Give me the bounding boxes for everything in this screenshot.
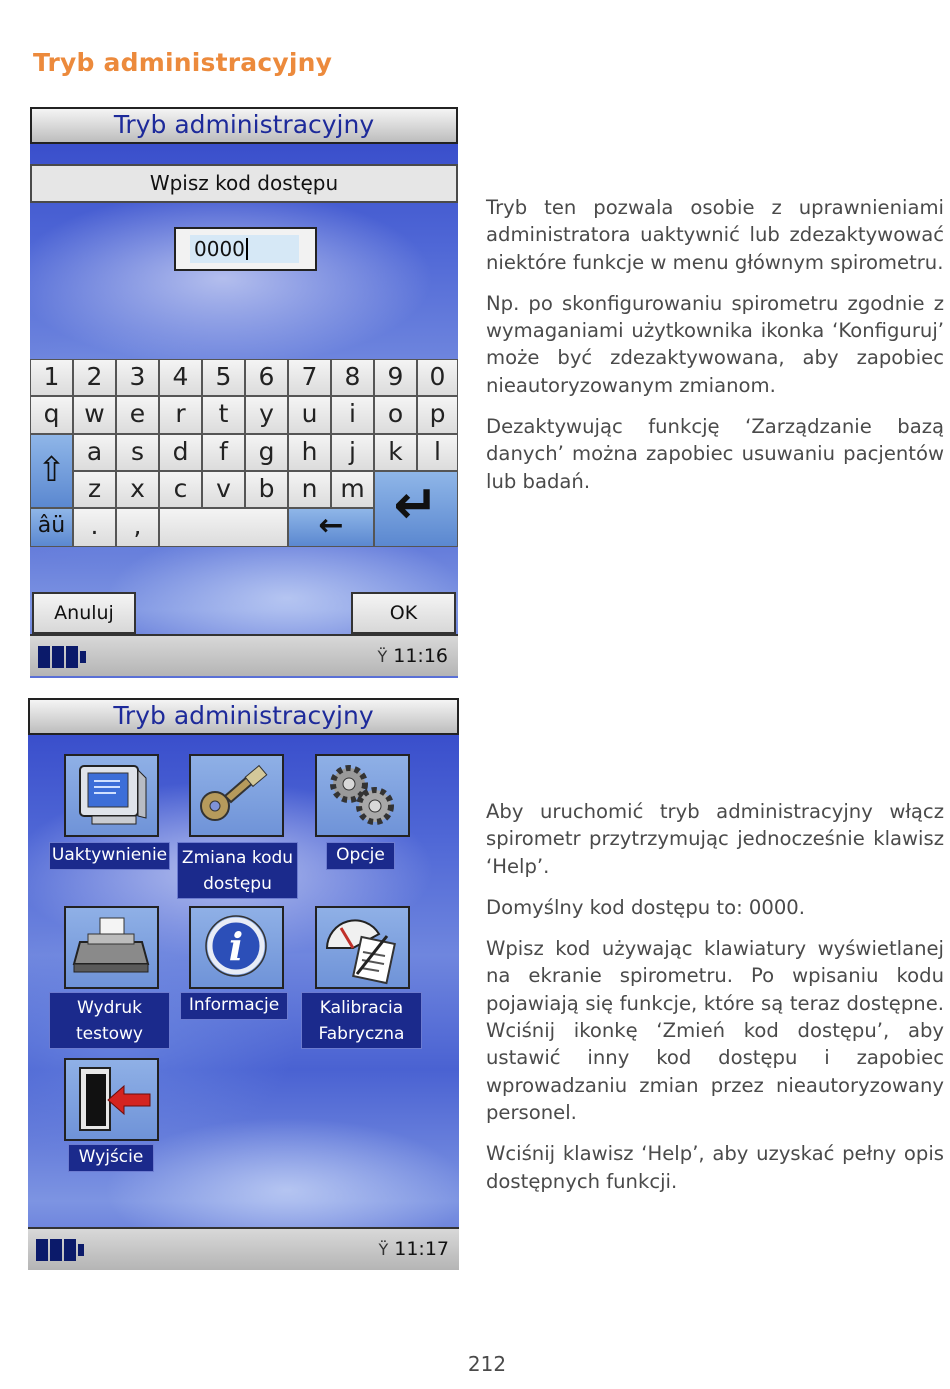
exit-label: Wyjście <box>68 1144 154 1172</box>
enter-key[interactable]: ↵ <box>374 471 458 547</box>
shift-key[interactable]: ⇧ <box>30 434 73 508</box>
information-tile[interactable] <box>189 906 284 989</box>
cancel-button[interactable]: Anuluj <box>32 592 136 634</box>
description-block-2 <box>486 798 944 1209</box>
change-code-tile[interactable] <box>189 754 284 837</box>
key-k[interactable]: k <box>374 434 417 471</box>
space-key[interactable] <box>159 508 288 547</box>
test-print-label: Wydruk testowy <box>49 992 170 1049</box>
backspace-key[interactable]: ← <box>288 508 374 547</box>
key-7[interactable]: 7 <box>288 359 331 396</box>
key-5[interactable]: 5 <box>202 359 245 396</box>
key-t[interactable]: t <box>202 396 245 434</box>
exit-tile[interactable] <box>64 1058 159 1141</box>
key-4[interactable]: 4 <box>159 359 202 396</box>
clock-time: 11:17 <box>394 1238 449 1260</box>
key-r[interactable]: r <box>159 396 202 434</box>
access-code-field[interactable] <box>174 227 317 271</box>
key-j[interactable]: j <box>331 434 374 471</box>
status-clock <box>377 645 448 667</box>
key-i[interactable]: i <box>331 396 374 434</box>
key-icon <box>191 756 282 835</box>
key-u[interactable]: u <box>288 396 331 434</box>
exit-icon <box>66 1060 157 1139</box>
paragraph: Aby uruchomić tryb administracyjny włącz spirometr przytrzymując jednocześnie klawisz ‘Help’. <box>486 800 944 878</box>
key-l[interactable]: l <box>417 434 458 471</box>
admin-menu-screen <box>28 698 459 1270</box>
monitor-icon <box>66 756 157 835</box>
key-period[interactable]: . <box>73 508 116 547</box>
key-a[interactable]: a <box>73 434 116 471</box>
gears-icon <box>317 756 408 835</box>
language-key[interactable]: âü <box>30 508 73 547</box>
key-p[interactable]: p <box>417 396 458 434</box>
ok-button[interactable]: OK <box>351 592 456 634</box>
key-d[interactable]: d <box>159 434 202 471</box>
change-code-label: Zmiana kodu dostępu <box>177 842 298 899</box>
key-e[interactable]: e <box>116 396 159 434</box>
key-s[interactable]: s <box>116 434 159 471</box>
key-0[interactable]: 0 <box>417 359 458 396</box>
key-m[interactable]: m <box>331 471 374 508</box>
key-x[interactable]: x <box>116 471 159 508</box>
key-y[interactable]: y <box>245 396 288 434</box>
screen-title: Tryb administracyjny <box>30 107 458 144</box>
key-2[interactable]: 2 <box>73 359 116 396</box>
factory-calibration-tile[interactable] <box>315 906 410 989</box>
access-code-prompt: Wpisz kod dostępu <box>30 164 458 203</box>
printer-icon <box>66 908 157 987</box>
key-9[interactable]: 9 <box>374 359 417 396</box>
on-screen-keyboard <box>30 359 458 547</box>
factory-calibration-label: Kalibracia Fabryczna <box>301 992 422 1049</box>
key-q[interactable]: q <box>30 396 73 434</box>
key-f[interactable]: f <box>202 434 245 471</box>
paragraph: Tryb ten pozwala osobie z uprawnieniami administratora uaktywnić lub zdezaktywować niektóre funkcje w menu głównym spirometru. <box>486 196 944 274</box>
options-label: Opcje <box>326 842 395 870</box>
activation-label: Uaktywnienie <box>49 842 170 870</box>
key-z[interactable]: z <box>73 471 116 508</box>
paragraph: Dezaktywując funkcję ‘Zarządzanie bazą danych’ można zapobiec usuwaniu pacjentów lub badań. <box>486 415 944 493</box>
clock-time: 11:16 <box>393 645 448 667</box>
paragraph: Wpisz kod używając klawiatury wyświetlanej na ekranie spirometru. Po wpisaniu kodu pojawiają się funkcje, które są teraz dostępne. Wciśnij ikonkę ‘Zmień kod dostępu’, aby ustawić inny kod dostępu i zapobiec wprowadzaniu zmian przez nieautoryzowany personel. <box>486 937 944 1124</box>
key-w[interactable]: w <box>73 396 116 434</box>
key-8[interactable]: 8 <box>331 359 374 396</box>
status-clock <box>378 1238 449 1260</box>
access-code-value: 0000 <box>194 237 245 261</box>
activation-tile[interactable] <box>64 754 159 837</box>
key-n[interactable]: n <box>288 471 331 508</box>
key-6[interactable]: 6 <box>245 359 288 396</box>
test-print-tile[interactable] <box>64 906 159 989</box>
key-c[interactable]: c <box>159 471 202 508</box>
access-code-screen <box>30 107 458 678</box>
access-code-value-area[interactable] <box>190 235 299 263</box>
key-1[interactable]: 1 <box>30 359 73 396</box>
calibration-icon <box>317 908 408 987</box>
battery-icon <box>36 1239 86 1261</box>
key-3[interactable]: 3 <box>116 359 159 396</box>
text-caret <box>246 238 248 260</box>
paragraph: Np. po skonfigurowaniu spirometru zgodnie z wymaganiami użytkownika ikonka ‘Konfiguruj’ może być zdezaktywowana, aby zapobiec nieautoryzowanym zmianom. <box>486 291 944 397</box>
key-v[interactable]: v <box>202 471 245 508</box>
paragraph: Wciśnij klawisz ‘Help’, aby uzyskać pełny opis dostępnych funkcji. <box>486 1142 944 1193</box>
status-bar <box>30 634 458 676</box>
info-icon <box>191 908 282 987</box>
svg-text:i: i <box>228 924 244 969</box>
key-b[interactable]: b <box>245 471 288 508</box>
page-heading: Tryb administracyjny <box>33 48 333 77</box>
paragraph: Domyślny kod dostępu to: 0000. <box>486 895 806 919</box>
information-label: Informacje <box>180 992 288 1020</box>
status-bar <box>28 1227 459 1270</box>
battery-icon <box>38 646 88 668</box>
key-comma[interactable]: , <box>116 508 159 547</box>
antenna-icon: Ÿ <box>378 1240 389 1259</box>
page-number: 212 <box>467 1352 507 1376</box>
screen-title: Tryb administracyjny <box>28 698 459 735</box>
antenna-icon: Ÿ <box>377 647 388 666</box>
key-g[interactable]: g <box>245 434 288 471</box>
key-o[interactable]: o <box>374 396 417 434</box>
description-block-1 <box>486 194 944 509</box>
key-h[interactable]: h <box>288 434 331 471</box>
options-tile[interactable] <box>315 754 410 837</box>
